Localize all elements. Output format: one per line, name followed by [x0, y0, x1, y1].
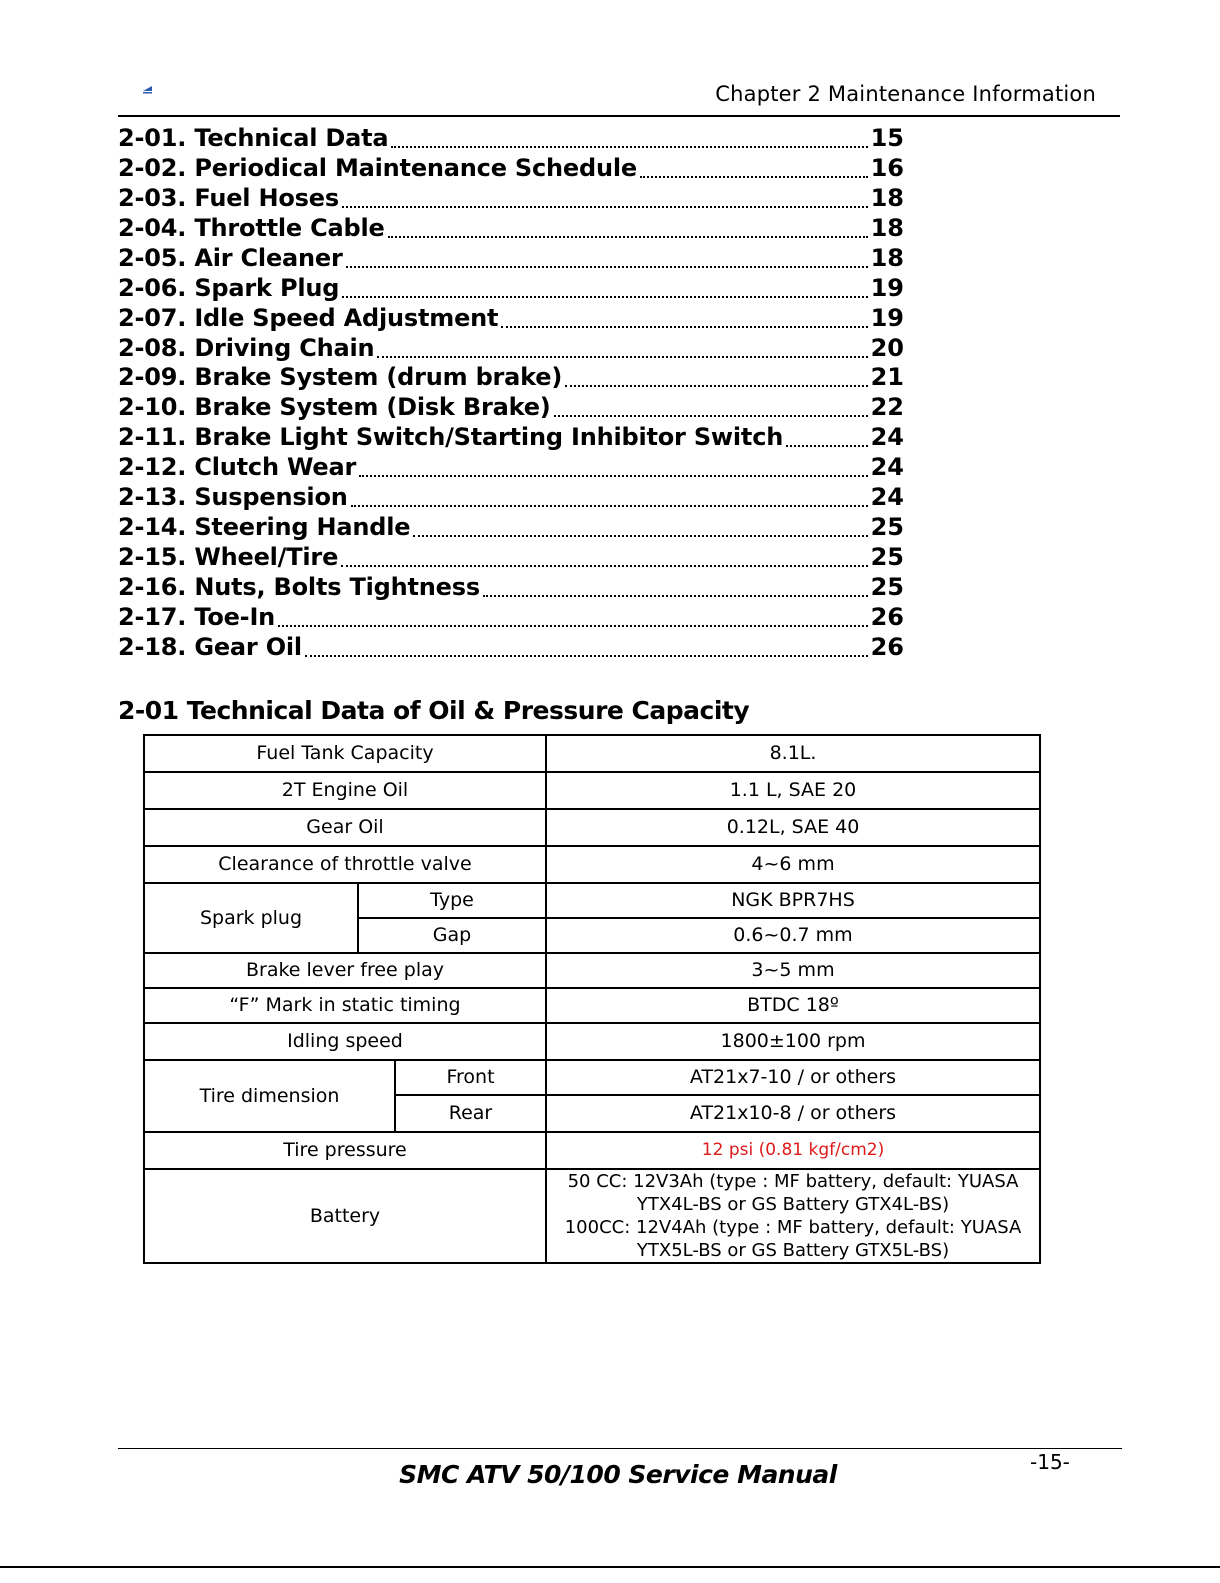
toc-item-title: 2-12. Clutch Wear [118, 453, 357, 482]
table-row [144, 1023, 1040, 1060]
toc-item[interactable] [118, 601, 908, 631]
spec-label: Fuel Tank Capacity [144, 735, 546, 772]
toc-leader [554, 415, 868, 417]
battery-line: YTX4L-BS or GS Battery GTX4L-BS) [636, 1194, 950, 1215]
table-row [144, 846, 1040, 883]
toc-item-title: 2-04. Throttle Cable [118, 213, 385, 242]
toc-item-title: 2-09. Brake System (drum brake) [118, 363, 563, 392]
table-row [144, 988, 1040, 1023]
toc-item-title: 2-02. Periodical Maintenance Schedule [118, 153, 637, 182]
spec-value: 3~5 mm [546, 953, 1040, 988]
toc-item[interactable] [118, 571, 908, 601]
toc-leader [351, 505, 868, 507]
toc-item-page: 22 [870, 393, 904, 422]
header-divider [118, 115, 1120, 117]
toc-item-page: 19 [870, 273, 904, 302]
toc-item-title: 2-05. Air Cleaner [118, 243, 343, 272]
toc-item-title: 2-18. Gear Oil [118, 632, 302, 661]
toc-item[interactable] [118, 122, 908, 152]
table-row [144, 809, 1040, 846]
chapter-heading: Chapter 2 Maintenance Information [715, 82, 1096, 106]
toc-item-title: 2-01. Technical Data [118, 123, 389, 152]
toc-item[interactable] [118, 212, 908, 242]
table-of-contents [118, 122, 908, 661]
toc-item-title: 2-15. Wheel/Tire [118, 543, 339, 572]
toc-item-page: 16 [870, 153, 904, 182]
spec-value: 0.12L, SAE 40 [546, 809, 1040, 846]
toc-item-title: 2-08. Driving Chain [118, 333, 375, 362]
page-bottom-divider [0, 1566, 1220, 1568]
spec-value: NGK BPR7HS [546, 883, 1040, 918]
footer-title: SMC ATV 50/100 Service Manual [399, 1460, 837, 1489]
toc-item-page: 24 [870, 483, 904, 512]
spec-value: BTDC 18º [546, 988, 1040, 1023]
battery-line: 100CC: 12V4Ah (type : MF battery, default: YUASA [564, 1217, 1022, 1238]
toc-item-title: 2-10. Brake System (Disk Brake) [118, 393, 551, 422]
table-row [144, 772, 1040, 809]
toc-item-page: 25 [870, 543, 904, 572]
toc-item[interactable] [118, 481, 908, 511]
toc-item-page: 26 [870, 602, 904, 631]
toc-item-page: 24 [870, 423, 904, 452]
spec-value: 1.1 L, SAE 20 [546, 772, 1040, 809]
blue-triangle-logo-icon [142, 82, 154, 94]
spec-label: 2T Engine Oil [144, 772, 546, 809]
toc-item[interactable] [118, 362, 908, 392]
toc-item[interactable] [118, 511, 908, 541]
toc-leader [342, 206, 868, 208]
toc-item[interactable] [118, 302, 908, 332]
spec-value: AT21x7-10 / or others [546, 1060, 1040, 1095]
toc-item-page: 18 [870, 243, 904, 272]
toc-item-title: 2-11. Brake Light Switch/Starting Inhibitor Switch [118, 423, 784, 452]
spec-label: Idling speed [144, 1023, 546, 1060]
toc-leader [341, 565, 867, 567]
table-row [144, 883, 1040, 918]
spec-label: Gear Oil [144, 809, 546, 846]
toc-leader [346, 266, 868, 268]
toc-item-title: 2-17. Toe-In [118, 602, 276, 631]
table-row [144, 953, 1040, 988]
toc-leader [388, 236, 868, 238]
toc-leader [483, 595, 868, 597]
toc-leader [377, 356, 867, 358]
toc-item[interactable] [118, 391, 908, 421]
toc-item-title: 2-14. Steering Handle [118, 513, 411, 542]
toc-item-page: 19 [870, 303, 904, 332]
toc-leader [501, 326, 867, 328]
toc-leader [413, 535, 867, 537]
spec-label: “F” Mark in static timing [144, 988, 546, 1023]
table-row [144, 1060, 1040, 1095]
spec-value: 4~6 mm [546, 846, 1040, 883]
toc-item-page: 24 [870, 453, 904, 482]
spec-value: 0.6~0.7 mm [546, 918, 1040, 953]
footer-divider [118, 1448, 1122, 1449]
spec-label: Tire pressure [144, 1132, 546, 1169]
spec-sublabel: Rear [395, 1095, 546, 1132]
toc-item[interactable] [118, 152, 908, 182]
toc-leader [640, 176, 868, 178]
spec-value: 8.1L. [546, 735, 1040, 772]
toc-leader [565, 385, 867, 387]
toc-item-page: 25 [870, 513, 904, 542]
spec-sublabel: Front [395, 1060, 546, 1095]
toc-leader [786, 445, 867, 447]
toc-item[interactable] [118, 631, 908, 661]
spec-label: Spark plug [144, 883, 358, 953]
toc-item-page: 18 [870, 213, 904, 242]
toc-item[interactable] [118, 242, 908, 272]
toc-item-title: 2-07. Idle Speed Adjustment [118, 303, 499, 332]
toc-leader [391, 146, 867, 148]
toc-item[interactable] [118, 421, 908, 451]
toc-leader [342, 296, 867, 298]
toc-item-page: 26 [870, 632, 904, 661]
toc-item-page: 21 [870, 363, 904, 392]
toc-item-title: 2-06. Spark Plug [118, 273, 340, 302]
toc-item[interactable] [118, 182, 908, 212]
toc-item[interactable] [118, 541, 908, 571]
toc-item-title: 2-13. Suspension [118, 483, 348, 512]
spec-sublabel: Gap [358, 918, 546, 953]
toc-item[interactable] [118, 451, 908, 481]
battery-line: 50 CC: 12V3Ah (type : MF battery, default: YUASA [567, 1171, 1019, 1192]
technical-data-table [143, 734, 1041, 1264]
toc-item-page: 25 [870, 573, 904, 601]
toc-item-page: 15 [870, 123, 904, 152]
page-number: -15- [1030, 1450, 1070, 1474]
section-title: 2-01 Technical Data of Oil & Pressure Capacity [118, 696, 750, 725]
toc-leader [278, 625, 868, 627]
spec-value: 1800±100 rpm [546, 1023, 1040, 1060]
table-row [144, 1132, 1040, 1169]
toc-item-page: 18 [870, 183, 904, 212]
spec-label: Tire dimension [144, 1060, 395, 1132]
toc-item-title: 2-03. Fuel Hoses [118, 183, 339, 212]
toc-item[interactable] [118, 332, 908, 362]
spec-value: AT21x10-8 / or others [546, 1095, 1040, 1132]
table-row [144, 1169, 1040, 1263]
spec-value [546, 1169, 1040, 1263]
toc-item[interactable] [118, 272, 908, 302]
toc-leader [305, 655, 868, 657]
spec-sublabel: Type [358, 883, 546, 918]
spec-label: Brake lever free play [144, 953, 546, 988]
table-row [144, 735, 1040, 772]
toc-leader [359, 475, 867, 477]
spec-value-highlight: 12 psi (0.81 kgf/cm2) [546, 1132, 1040, 1169]
spec-label: Clearance of throttle valve [144, 846, 546, 883]
toc-item-page: 20 [870, 333, 904, 362]
battery-line: YTX5L-BS or GS Battery GTX5L-BS) [636, 1240, 950, 1261]
spec-label: Battery [144, 1169, 546, 1263]
toc-item-title: 2-16. Nuts, Bolts Tightness [118, 573, 480, 601]
